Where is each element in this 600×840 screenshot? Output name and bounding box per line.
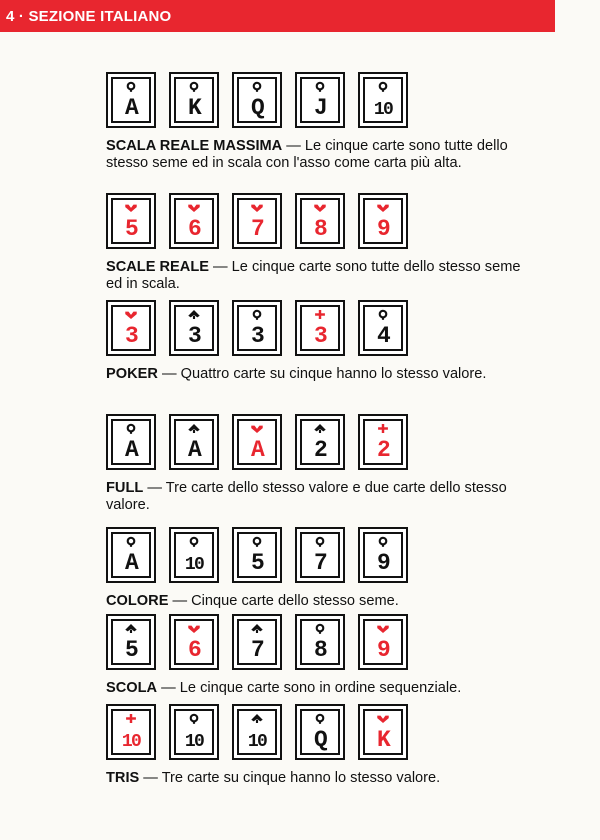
- diamond-suit-icon: [302, 307, 338, 349]
- playing-card: [358, 704, 408, 760]
- hand-description: [106, 770, 526, 787]
- svg-text:6: 6: [187, 215, 201, 242]
- svg-text:3: 3: [250, 322, 264, 349]
- svg-text:A: A: [124, 436, 138, 463]
- svg-text:A: A: [250, 436, 264, 463]
- playing-card: [106, 414, 156, 470]
- playing-card: [232, 193, 282, 249]
- svg-text:2: 2: [313, 436, 327, 463]
- flower-suit-icon: [302, 621, 338, 663]
- heart-suit-icon: [113, 200, 149, 242]
- playing-card: [106, 527, 156, 583]
- playing-card: [169, 300, 219, 356]
- playing-card: [295, 193, 345, 249]
- playing-card: [232, 414, 282, 470]
- heart-suit-icon: [365, 621, 401, 663]
- card-face: [111, 709, 151, 755]
- card-face: [363, 419, 403, 465]
- hand-section-poker: [106, 300, 526, 383]
- playing-card: [295, 72, 345, 128]
- spade-suit-icon: [176, 421, 212, 463]
- svg-text:7: 7: [250, 215, 264, 242]
- flower-suit-icon: [239, 534, 275, 576]
- hand-section-full: [106, 414, 526, 514]
- card-face: [237, 532, 277, 578]
- svg-text:K: K: [376, 726, 390, 753]
- playing-card: [295, 527, 345, 583]
- svg-text:7: 7: [313, 549, 327, 576]
- card-face: [111, 305, 151, 351]
- hand-text: — Le cinque carte sono in ordine sequenziale.: [157, 680, 462, 696]
- card-face: [111, 198, 151, 244]
- heart-suit-icon: [365, 711, 401, 753]
- playing-card: [358, 300, 408, 356]
- hand-text: — Le cinque carte sono tutte dello stesso seme ed in scala con l'asso come carta più alta.: [106, 138, 508, 171]
- svg-text:A: A: [124, 94, 138, 121]
- card-face: [300, 709, 340, 755]
- playing-card: [106, 704, 156, 760]
- heart-suit-icon: [176, 200, 212, 242]
- svg-text:10: 10: [373, 99, 393, 120]
- spade-suit-icon: [239, 621, 275, 663]
- card-face: [174, 305, 214, 351]
- card-face: [363, 709, 403, 755]
- card-face: [174, 419, 214, 465]
- playing-card: [358, 72, 408, 128]
- header-band: [0, 0, 555, 32]
- card-row: [106, 193, 526, 251]
- heart-suit-icon: [113, 307, 149, 349]
- card-row: [106, 527, 526, 585]
- hand-section-scale-reale: [106, 193, 526, 293]
- hand-name: POKER: [106, 366, 158, 382]
- card-face: [237, 709, 277, 755]
- playing-card: [295, 614, 345, 670]
- spade-suit-icon: [239, 711, 275, 753]
- hand-description: [106, 480, 526, 514]
- svg-text:10: 10: [184, 731, 204, 752]
- hand-description: [106, 138, 526, 172]
- playing-card: [295, 704, 345, 760]
- playing-card: [106, 614, 156, 670]
- card-face: [363, 77, 403, 123]
- card-face: [363, 198, 403, 244]
- svg-text:6: 6: [187, 636, 201, 663]
- card-face: [237, 77, 277, 123]
- heart-suit-icon: [365, 200, 401, 242]
- svg-text:5: 5: [250, 549, 264, 576]
- card-face: [174, 77, 214, 123]
- flower-suit-icon: [239, 307, 275, 349]
- svg-text:3: 3: [313, 322, 327, 349]
- playing-card: [232, 704, 282, 760]
- playing-card: [358, 193, 408, 249]
- playing-card: [358, 527, 408, 583]
- card-face: [237, 419, 277, 465]
- flower-suit-icon: [176, 711, 212, 753]
- heart-suit-icon: [176, 621, 212, 663]
- heart-suit-icon: [302, 200, 338, 242]
- diamond-suit-icon: [365, 421, 401, 463]
- svg-text:9: 9: [376, 549, 390, 576]
- spade-suit-icon: [176, 307, 212, 349]
- card-face: [363, 619, 403, 665]
- card-row: [106, 72, 526, 130]
- flower-suit-icon: [365, 534, 401, 576]
- playing-card: [169, 72, 219, 128]
- hand-text: — Cinque carte dello stesso seme.: [168, 593, 399, 609]
- hand-section-tris: [106, 704, 526, 787]
- playing-card: [232, 614, 282, 670]
- spade-suit-icon: [113, 621, 149, 663]
- svg-text:5: 5: [124, 215, 138, 242]
- card-face: [363, 532, 403, 578]
- playing-card: [106, 72, 156, 128]
- playing-card: [106, 193, 156, 249]
- flower-suit-icon: [113, 421, 149, 463]
- svg-text:5: 5: [124, 636, 138, 663]
- card-face: [174, 619, 214, 665]
- hand-name: FULL: [106, 480, 144, 496]
- card-face: [111, 619, 151, 665]
- svg-text:9: 9: [376, 636, 390, 663]
- card-face: [174, 198, 214, 244]
- card-face: [174, 709, 214, 755]
- card-face: [363, 305, 403, 351]
- hand-description: [106, 366, 526, 383]
- playing-card: [295, 414, 345, 470]
- flower-suit-icon: [302, 79, 338, 121]
- svg-text:A: A: [187, 436, 201, 463]
- hand-text: — Tre carte dello stesso valore e due carte dello stesso valore.: [106, 480, 507, 513]
- hand-text: — Quattro carte su cinque hanno lo stesso valore.: [157, 366, 487, 382]
- svg-text:Q: Q: [313, 726, 327, 753]
- card-face: [237, 198, 277, 244]
- hand-description: [106, 593, 526, 610]
- svg-text:3: 3: [187, 322, 201, 349]
- playing-card: [358, 614, 408, 670]
- playing-card: [169, 704, 219, 760]
- card-row: [106, 614, 526, 672]
- flower-suit-icon: [365, 79, 401, 121]
- svg-text:K: K: [187, 94, 201, 121]
- card-face: [237, 305, 277, 351]
- svg-text:7: 7: [250, 636, 264, 663]
- playing-card: [169, 193, 219, 249]
- hand-name: SCALA REALE MASSIMA: [106, 138, 283, 154]
- playing-card: [232, 527, 282, 583]
- diamond-suit-icon: [113, 711, 149, 753]
- card-row: [106, 300, 526, 358]
- flower-suit-icon: [239, 79, 275, 121]
- spade-suit-icon: [302, 421, 338, 463]
- card-face: [237, 619, 277, 665]
- card-face: [300, 532, 340, 578]
- svg-text:A: A: [124, 549, 138, 576]
- playing-card: [169, 414, 219, 470]
- hand-text: — Tre carte su cinque hanno lo stesso valore.: [139, 770, 441, 786]
- svg-text:10: 10: [247, 731, 267, 752]
- heart-suit-icon: [239, 200, 275, 242]
- flower-suit-icon: [176, 79, 212, 121]
- card-face: [300, 198, 340, 244]
- hand-description: [106, 259, 526, 293]
- svg-text:10: 10: [184, 554, 204, 575]
- card-face: [300, 305, 340, 351]
- card-row: [106, 414, 526, 472]
- svg-text:4: 4: [376, 322, 390, 349]
- svg-text:10: 10: [121, 731, 141, 752]
- card-face: [111, 419, 151, 465]
- hand-name: COLORE: [106, 593, 169, 609]
- hand-section-colore: [106, 527, 526, 610]
- flower-suit-icon: [302, 534, 338, 576]
- svg-text:Q: Q: [250, 94, 264, 121]
- flower-suit-icon: [176, 534, 212, 576]
- page-title: 4 · SEZIONE ITALIANO: [6, 8, 172, 25]
- playing-card: [106, 300, 156, 356]
- playing-card: [169, 527, 219, 583]
- card-face: [300, 619, 340, 665]
- card-face: [174, 532, 214, 578]
- playing-card: [358, 414, 408, 470]
- flower-suit-icon: [113, 79, 149, 121]
- playing-card: [232, 72, 282, 128]
- playing-card: [295, 300, 345, 356]
- hand-description: [106, 680, 526, 697]
- svg-text:8: 8: [313, 215, 327, 242]
- flower-suit-icon: [113, 534, 149, 576]
- card-row: [106, 704, 526, 762]
- svg-text:8: 8: [313, 636, 327, 663]
- card-face: [300, 77, 340, 123]
- playing-card: [169, 614, 219, 670]
- hand-section-scola: [106, 614, 526, 697]
- card-face: [300, 419, 340, 465]
- svg-text:J: J: [313, 94, 327, 121]
- hand-name: SCALE REALE: [106, 259, 209, 275]
- svg-text:2: 2: [376, 436, 390, 463]
- hand-name: SCOLA: [106, 680, 158, 696]
- card-face: [111, 77, 151, 123]
- flower-suit-icon: [365, 307, 401, 349]
- hand-text: — Le cinque carte sono tutte dello stesso seme ed in scala.: [106, 259, 521, 292]
- card-face: [111, 532, 151, 578]
- hand-name: TRIS: [106, 770, 140, 786]
- svg-text:3: 3: [124, 322, 138, 349]
- playing-card: [232, 300, 282, 356]
- flower-suit-icon: [302, 711, 338, 753]
- hand-section-scala-reale-massima: [106, 72, 526, 172]
- heart-suit-icon: [239, 421, 275, 463]
- svg-text:9: 9: [376, 215, 390, 242]
